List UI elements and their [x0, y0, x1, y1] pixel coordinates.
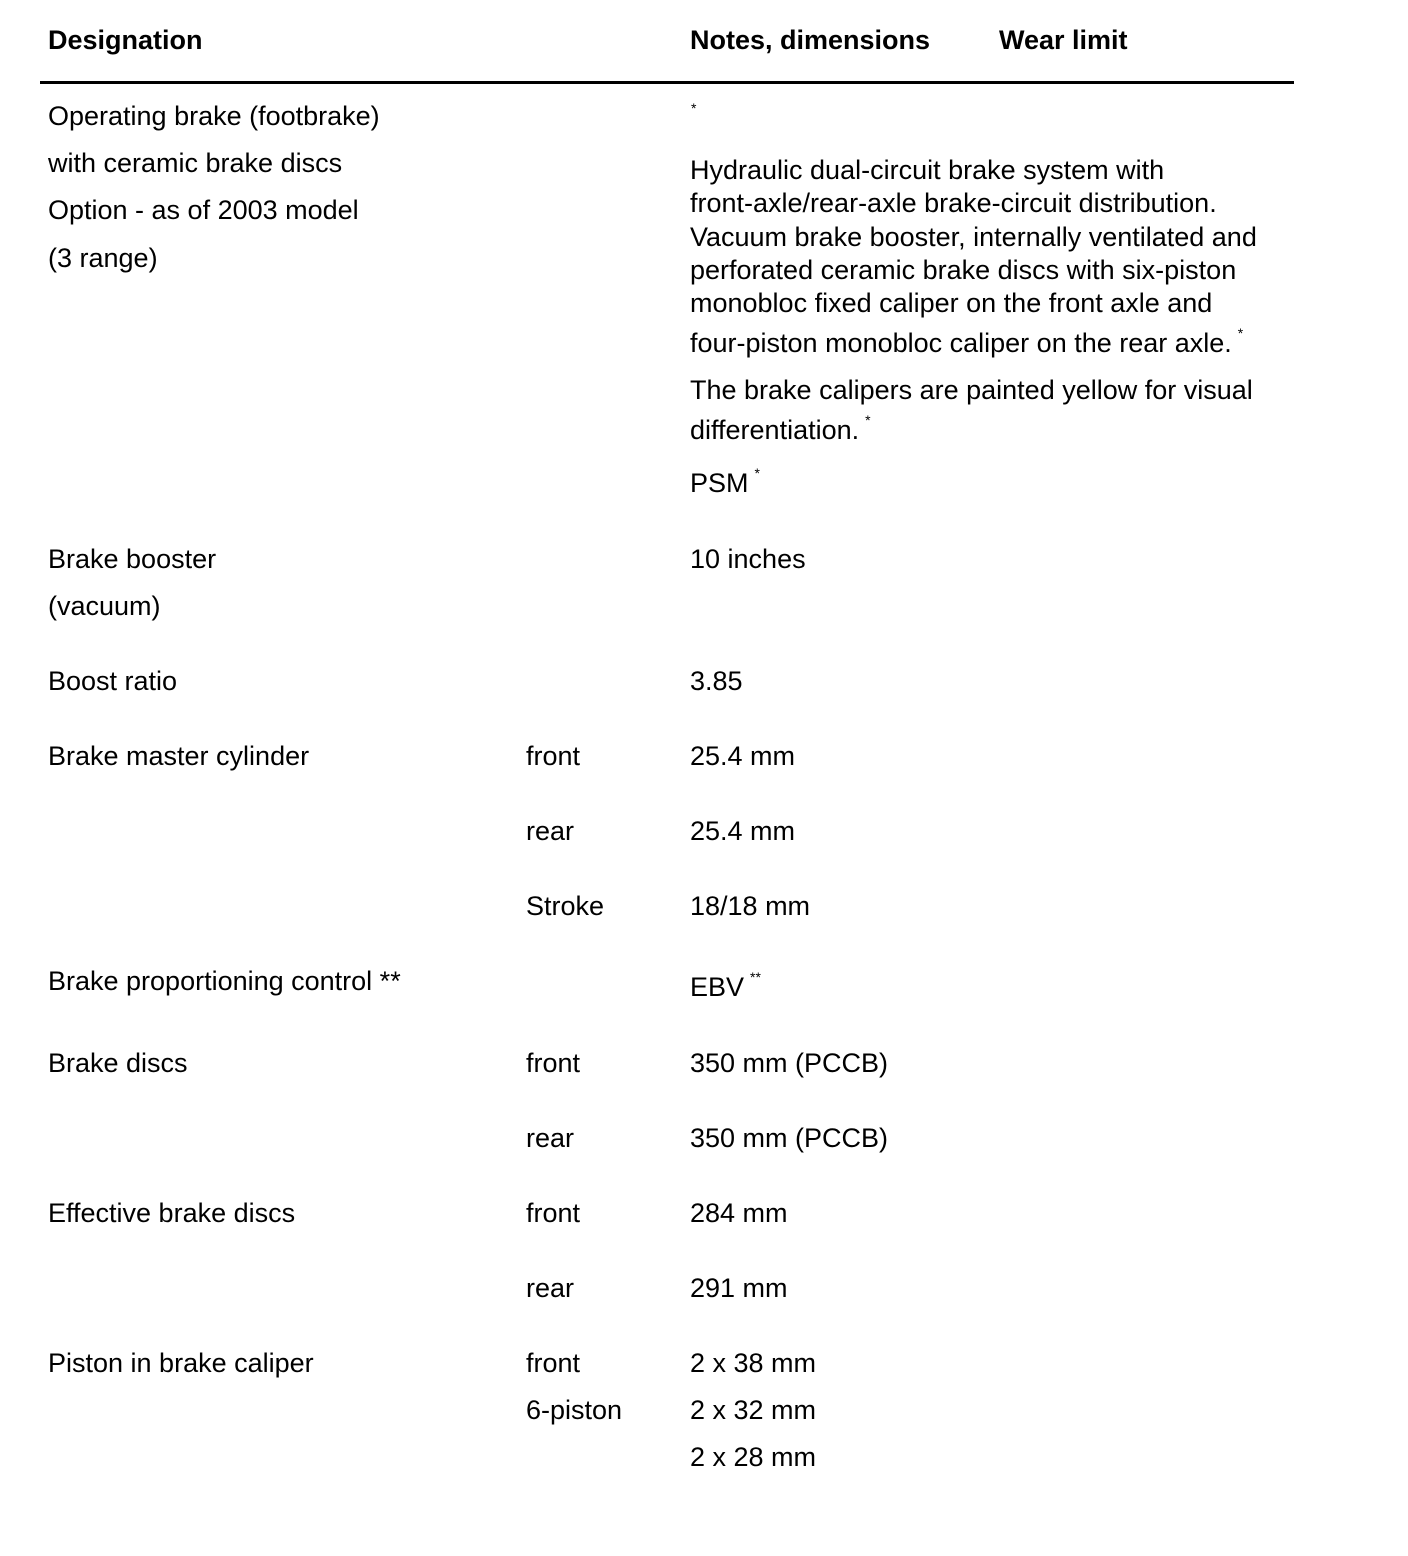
operating-note-6-text: four-piston monobloc caliper on the rear axle.: [690, 328, 1232, 358]
piston-val-1: 2 x 38 mm: [690, 1348, 817, 1378]
operating-brake-line3: Option - as of 2003 model: [48, 195, 359, 225]
operating-note-8: [690, 412, 871, 445]
operating-note-6-mark: *: [1237, 325, 1244, 341]
operating-brake-line4: (3 range): [48, 243, 158, 273]
operating-note-9: [690, 465, 760, 498]
piston-sub-6-piston: 6-piston: [526, 1395, 623, 1425]
effective-discs-sub-front: front: [526, 1198, 581, 1228]
master-cylinder-sub-front: front: [526, 741, 581, 771]
operating-top-mark: *: [691, 100, 697, 116]
effective-discs-label: Effective brake discs: [48, 1198, 296, 1228]
boost-ratio-value: 3.85: [690, 666, 743, 696]
header-notes: Notes, dimensions: [690, 25, 931, 55]
piston-sub-front: front: [526, 1348, 581, 1378]
effective-discs-val-rear: 291 mm: [690, 1273, 788, 1303]
header-wear-limit: Wear limit: [999, 25, 1128, 55]
proportioning-value-mark: **: [750, 969, 761, 985]
header-rule: [40, 81, 1294, 84]
operating-note-6: [690, 325, 1244, 358]
operating-note-5: monobloc fixed caliper on the front axle and: [690, 288, 1213, 318]
master-cylinder-val-rear: 25.4 mm: [690, 816, 796, 846]
operating-note-8-mark: *: [865, 412, 871, 428]
operating-brake-line2: with ceramic brake discs: [48, 148, 343, 178]
operating-brake-line1: Operating brake (footbrake): [48, 101, 380, 131]
proportioning-value: [690, 969, 761, 1002]
operating-note-9-text: PSM: [690, 468, 749, 498]
brake-booster-value: 10 inches: [690, 544, 806, 574]
brake-discs-label: Brake discs: [48, 1048, 188, 1078]
boost-ratio-label: Boost ratio: [48, 666, 178, 696]
piston-val-2: 2 x 32 mm: [690, 1395, 817, 1425]
brake-discs-val-front: 350 mm (PCCB): [690, 1048, 889, 1078]
brake-discs-val-rear: 350 mm (PCCB): [690, 1123, 889, 1153]
operating-note-8-text: differentiation.: [690, 415, 860, 445]
operating-note-4: perforated ceramic brake discs with six-piston: [690, 255, 1237, 285]
master-cylinder-label: Brake master cylinder: [48, 741, 310, 771]
master-cylinder-sub-stroke: Stroke: [526, 891, 605, 921]
proportioning-value-text: EBV: [690, 972, 745, 1002]
operating-note-2: front-axle/rear-axle brake-circuit distribution.: [690, 188, 1217, 218]
operating-note-7: The brake calipers are painted yellow for visual: [690, 375, 1253, 405]
master-cylinder-val-front: 25.4 mm: [690, 741, 796, 771]
brake-discs-sub-rear: rear: [526, 1123, 575, 1153]
master-cylinder-val-stroke: 18/18 mm: [690, 891, 811, 921]
piston-label: Piston in brake caliper: [48, 1348, 314, 1378]
operating-note-3: Vacuum brake booster, internally ventilated and: [690, 222, 1257, 252]
piston-val-3: 2 x 28 mm: [690, 1442, 817, 1472]
master-cylinder-sub-rear: rear: [526, 816, 575, 846]
operating-note-9-mark: *: [754, 465, 760, 481]
brake-booster-line1: Brake booster: [48, 544, 217, 574]
brake-discs-sub-front: front: [526, 1048, 581, 1078]
effective-discs-val-front: 284 mm: [690, 1198, 788, 1228]
operating-note-1: Hydraulic dual-circuit brake system with: [690, 155, 1165, 185]
effective-discs-sub-rear: rear: [526, 1273, 575, 1303]
header-designation: Designation: [48, 25, 203, 55]
proportioning-label: Brake proportioning control **: [48, 966, 401, 996]
brake-booster-line2: (vacuum): [48, 591, 161, 621]
